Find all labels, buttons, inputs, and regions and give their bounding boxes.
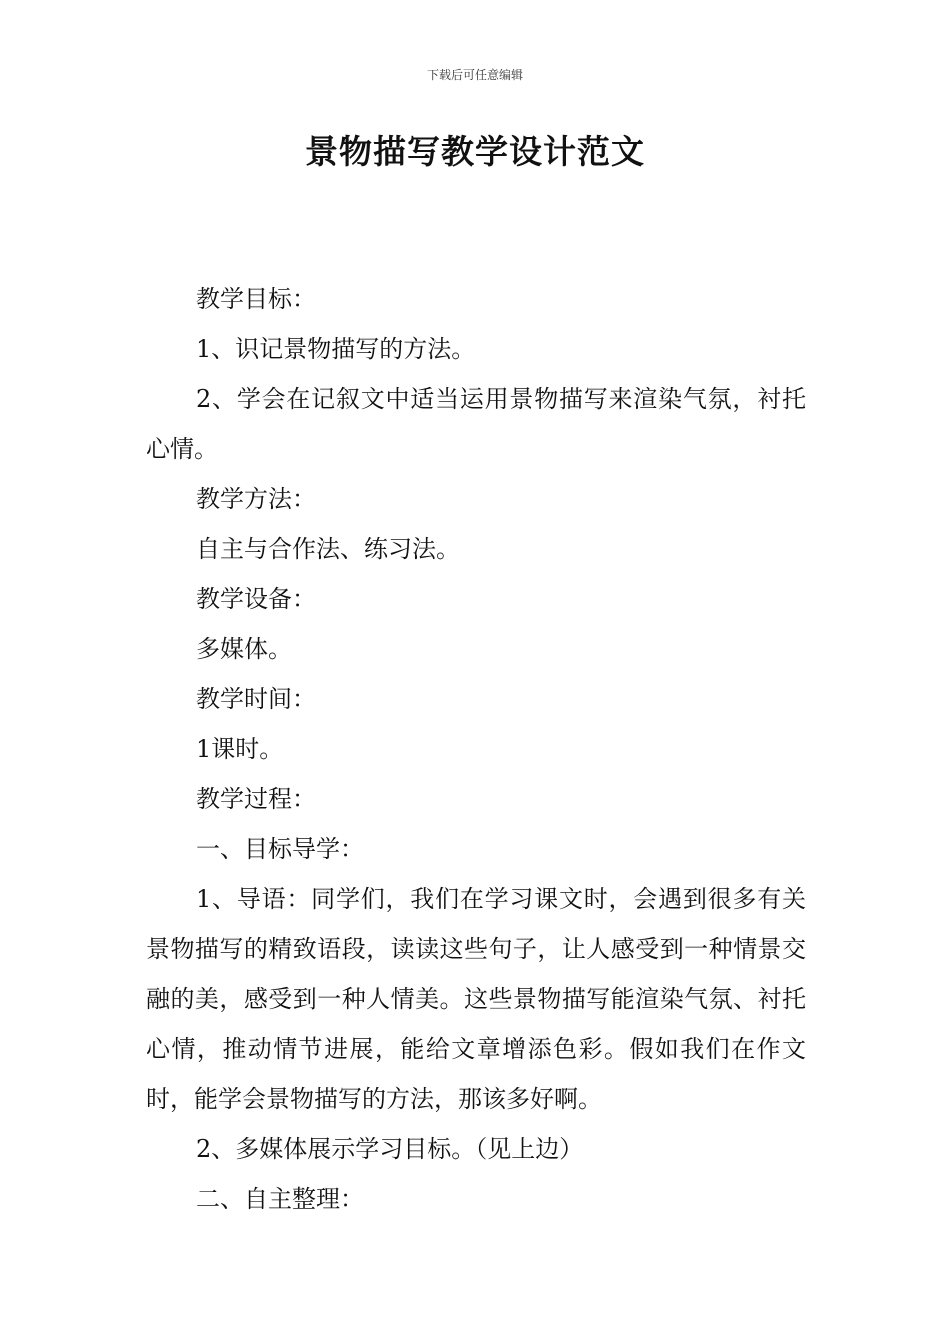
process-step-2-heading: 二、自主整理： (196, 1185, 364, 1213)
process-step-1-heading: 一、目标导学： (196, 835, 364, 863)
section-heading-methods: 教学方法： (196, 485, 316, 513)
section-heading-equipment: 教学设备： (196, 585, 316, 613)
equipment-text: 多媒体。 (196, 635, 292, 663)
document-body (146, 274, 806, 1224)
objective-item-2: 2、学会在记叙文中适当运用景物描写来渲染气氛，衬托心情。 (146, 385, 806, 463)
time-text: 1课时。 (196, 735, 284, 763)
objective-item-1: 1、识记景物描写的方法。 (196, 335, 476, 363)
process-step-1-goals: 2、多媒体展示学习目标。（见上边） (196, 1135, 584, 1163)
header-note: 下载后可任意编辑 (426, 68, 523, 82)
process-step-1-intro: 1、导语：同学们，我们在学习课文时，会遇到很多有关景物描写的精致语段，读读这些句子，让人感受到一种情景交融的美，感受到一种人情美。这些景物描写能渲染气氛、衬托心情，推动情节进展，能给文章增添色彩。假如我们在作文时，能学会景物描写的方法，那该多好啊。 (146, 885, 806, 1113)
section-heading-process: 教学过程： (196, 785, 316, 813)
section-heading-time: 教学时间： (196, 685, 316, 713)
document-title: 景物描写教学设计范文 (305, 132, 645, 171)
section-heading-objectives: 教学目标： (196, 285, 316, 313)
methods-text: 自主与合作法、练习法。 (196, 535, 460, 563)
